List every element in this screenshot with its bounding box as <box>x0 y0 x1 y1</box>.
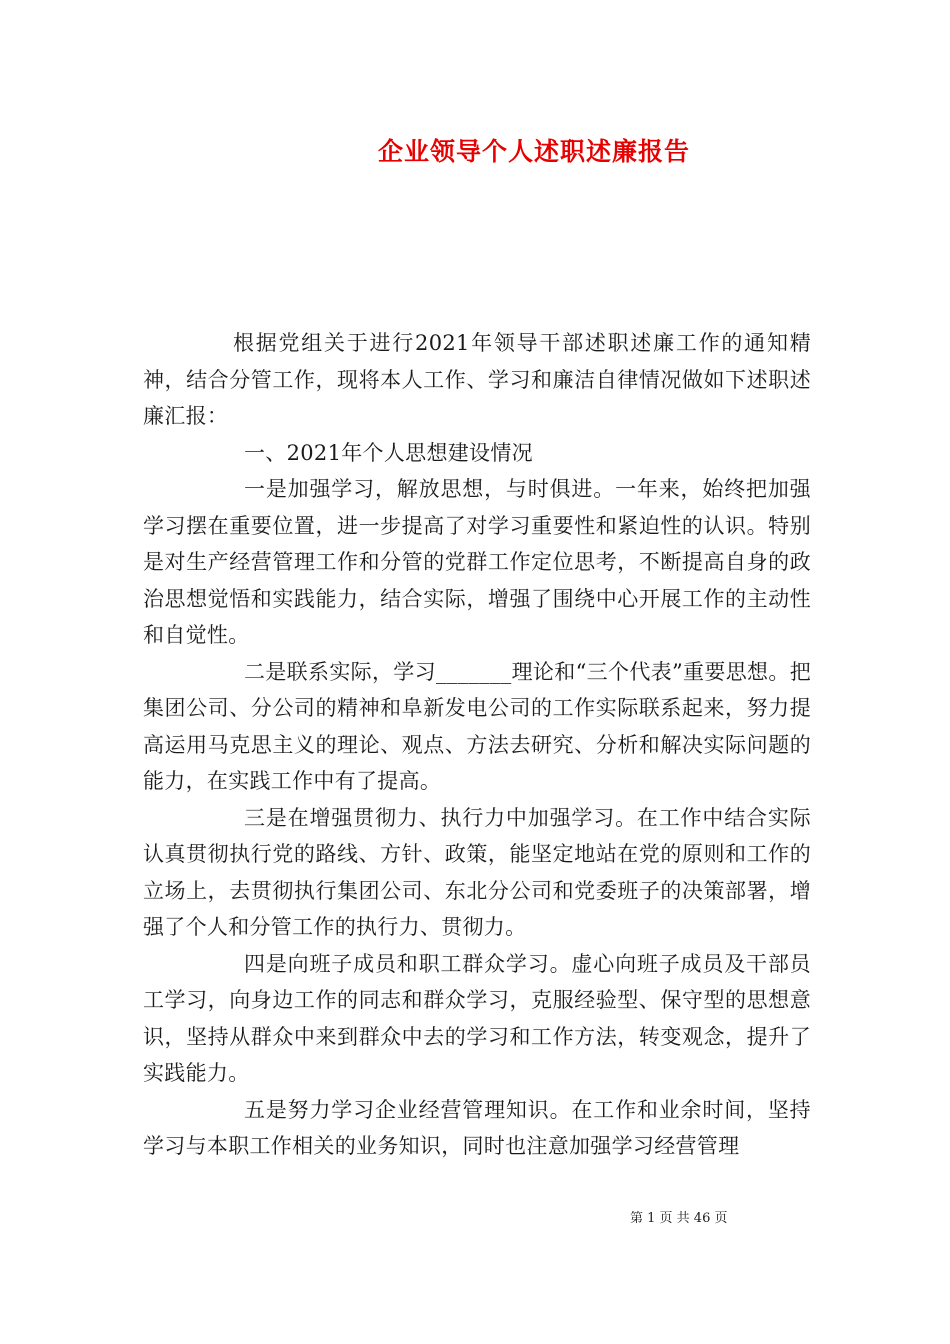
paragraph-intro: 根据党组关于进行2021年领导干部述职述廉工作的通知精神，结合分管工作，现将本人工作、学习和廉洁自律情况做如下述职述廉汇报： <box>143 331 811 428</box>
document-title: 企业领导个人述职述廉报告 <box>377 137 690 166</box>
paragraph-point-3: 三是在增强贯彻力、执行力中加强学习。在工作中结合实际认真贯彻执行党的路线、方针、政策，能坚定地站在党的原则和工作的立场上，去贯彻执行集团公司、东北分公司和党委班子的决策部署，增强了个人和分管工作的执行力、贯彻力。 <box>143 805 811 939</box>
paragraph-point-2: 二是联系实际，学习_______理论和“三个代表”重要思想。把集团公司、分公司的精神和阜新发电公司的工作实际联系起来，努力提高运用马克思主义的理论、观点、方法去研究、分析和解决实际问题的能力，在实践工作中有了提高。 <box>143 659 811 793</box>
paragraph-point-4: 四是向班子成员和职工群众学习。虚心向班子成员及干部员工学习，向身边工作的同志和群众学习，克服经验型、保守型的思想意识，坚持从群众中来到群众中去的学习和工作方法，转变观念，提升了实践能力。 <box>143 951 811 1085</box>
document-body <box>143 325 811 1165</box>
page-number: 第 1 页 共 46 页 <box>630 1211 728 1226</box>
paragraph-point-5: 五是努力学习企业经营管理知识。在工作和业余时间，坚持学习与本职工作相关的业务知识，同时也注意加强学习经营管理 <box>143 1097 811 1158</box>
page-footer <box>0 1207 950 1226</box>
section-heading: 一、2021年个人思想建设情况 <box>244 440 533 465</box>
paragraph-point-1: 一是加强学习，解放思想，与时俱进。一年来，始终把加强学习摆在重要位置，进一步提高了对学习重要性和紧迫性的认识。特别是对生产经营管理工作和分管的党群工作定位思考，不断提高自身的政治思想觉悟和实践能力，结合实际，增强了围绕中心开展工作的主动性和自觉性。 <box>143 477 811 647</box>
